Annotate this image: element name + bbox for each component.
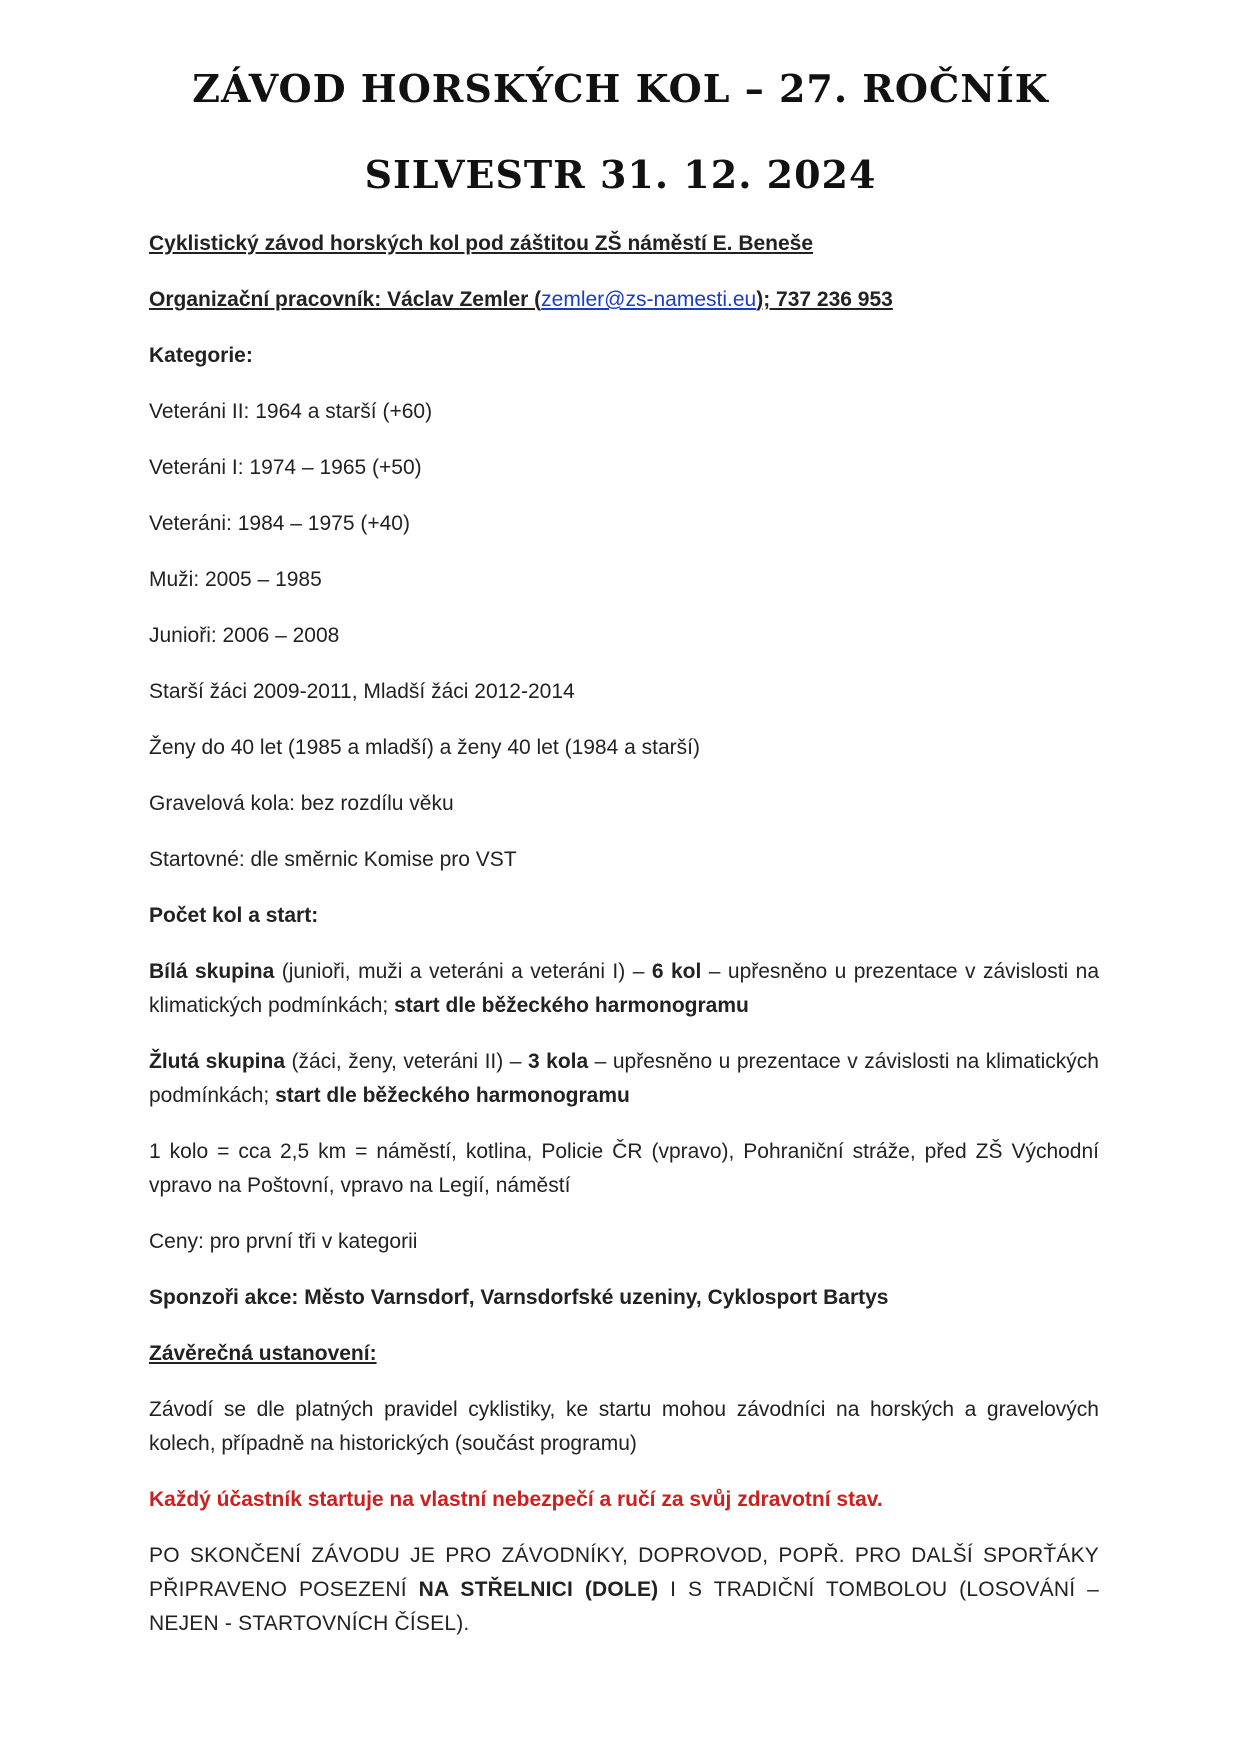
after-race-venue: NA STŘELNICI (DOLE) [418, 1578, 659, 1601]
after-race-paragraph [149, 1539, 1099, 1641]
white-group-note: – upřesněno u prezentace v závislosti na klimatických podmínkách; [149, 960, 1100, 1017]
organizer-label: Organizační pracovník: Václav Zemler ( [149, 288, 542, 311]
after-race-text-2: I S TRADIČNÍ TOMBOLOU (LOSOVÁNÍ – NEJEN - STARTOVNÍCH ČÍSEL). [149, 1578, 1099, 1635]
white-group-paragraph [149, 955, 1099, 1023]
yellow-group-start: start dle běžeckého harmonogramu [275, 1084, 630, 1107]
white-group-name: Bílá skupina [149, 960, 275, 983]
rules-paragraph: Závodí se dle platných pravidel cyklistiky, ke startu mohou závodníci na horských a gravelových kolech, případně na historických (součást programu) [149, 1398, 1099, 1455]
document-body [149, 227, 1099, 1663]
yellow-group-members: (žáci, ženy, veteráni II) – [285, 1050, 528, 1073]
route-description: 1 kolo = cca 2,5 km = náměstí, kotlina, Policie ČR (vpravo), Pohraniční stráže, před ZŠ Východní vpravo na Poštovní, vpravo na Legií, náměstí [149, 1140, 1099, 1197]
category-item: Starší žáci 2009-2011, Mladší žáci 2012-2014 [149, 680, 575, 703]
prizes-line: Ceny: pro první tři v kategorii [149, 1230, 418, 1253]
yellow-group-name: Žlutá skupina [149, 1050, 286, 1073]
category-item: Veteráni II: 1964 a starší (+60) [149, 400, 433, 423]
category-item: Gravelová kola: bez rozdílu věku [149, 792, 454, 815]
organizer-line [149, 283, 1099, 317]
white-group-members: (junioři, muži a veteráni a veteráni I) – [274, 960, 652, 983]
white-group-laps: 6 kol [651, 960, 702, 983]
white-group-start: start dle běžeckého harmonogramu [394, 994, 749, 1017]
yellow-group-laps: 3 kola [527, 1050, 589, 1073]
yellow-group-paragraph [149, 1045, 1099, 1113]
category-item: Startovné: dle směrnic Komise pro VST [149, 848, 517, 871]
category-item: Veteráni: 1984 – 1975 (+40) [149, 512, 410, 535]
final-heading-line [149, 1337, 1099, 1371]
category-item: Veteráni I: 1974 – 1965 (+50) [149, 456, 422, 479]
patronage-text: Cyklistický závod horských kol pod záštitou ZŠ náměstí E. Beneše [149, 232, 814, 255]
warning-line: Každý účastník startuje na vlastní nebezpečí a ručí za svůj zdravotní stav. [149, 1488, 883, 1511]
after-race-text-1: PO SKONČENÍ ZÁVODU JE PRO ZÁVODNÍKY, DOPROVOD, POPŘ. PRO DALŠÍ SPORŤÁKY PŘIPRAVENO POSEZENÍ [149, 1544, 1099, 1601]
category-item: Ženy do 40 let (1985 a mladší) a ženy 40 let (1984 a starší) [149, 736, 700, 759]
patronage-line [149, 227, 1099, 261]
categories-heading: Kategorie: [149, 344, 253, 367]
sponsors-line: Sponzoři akce: Město Varnsdorf, Varnsdorfské uzeniny, Cyklosport Bartys [149, 1286, 889, 1309]
category-item: Junioři: 2006 – 2008 [149, 624, 340, 647]
organizer-email-link[interactable]: zemler@zs-namesti.eu [541, 288, 757, 311]
category-item: Muži: 2005 – 1985 [149, 568, 322, 591]
final-heading: Závěrečná ustanovení: [149, 1342, 377, 1365]
laps-heading: Počet kol a start: [149, 904, 319, 927]
title-line-2: SILVESTR 31. 12. 2024 [364, 152, 877, 197]
organizer-phone: ); 737 236 953 [756, 288, 893, 311]
yellow-group-note: – upřesněno u prezentace v závislosti na klimatických podmínkách; [149, 1050, 1099, 1107]
title-line-1: ZÁVOD HORSKÝCH KOL – 27. ROČNÍK [192, 66, 1049, 111]
